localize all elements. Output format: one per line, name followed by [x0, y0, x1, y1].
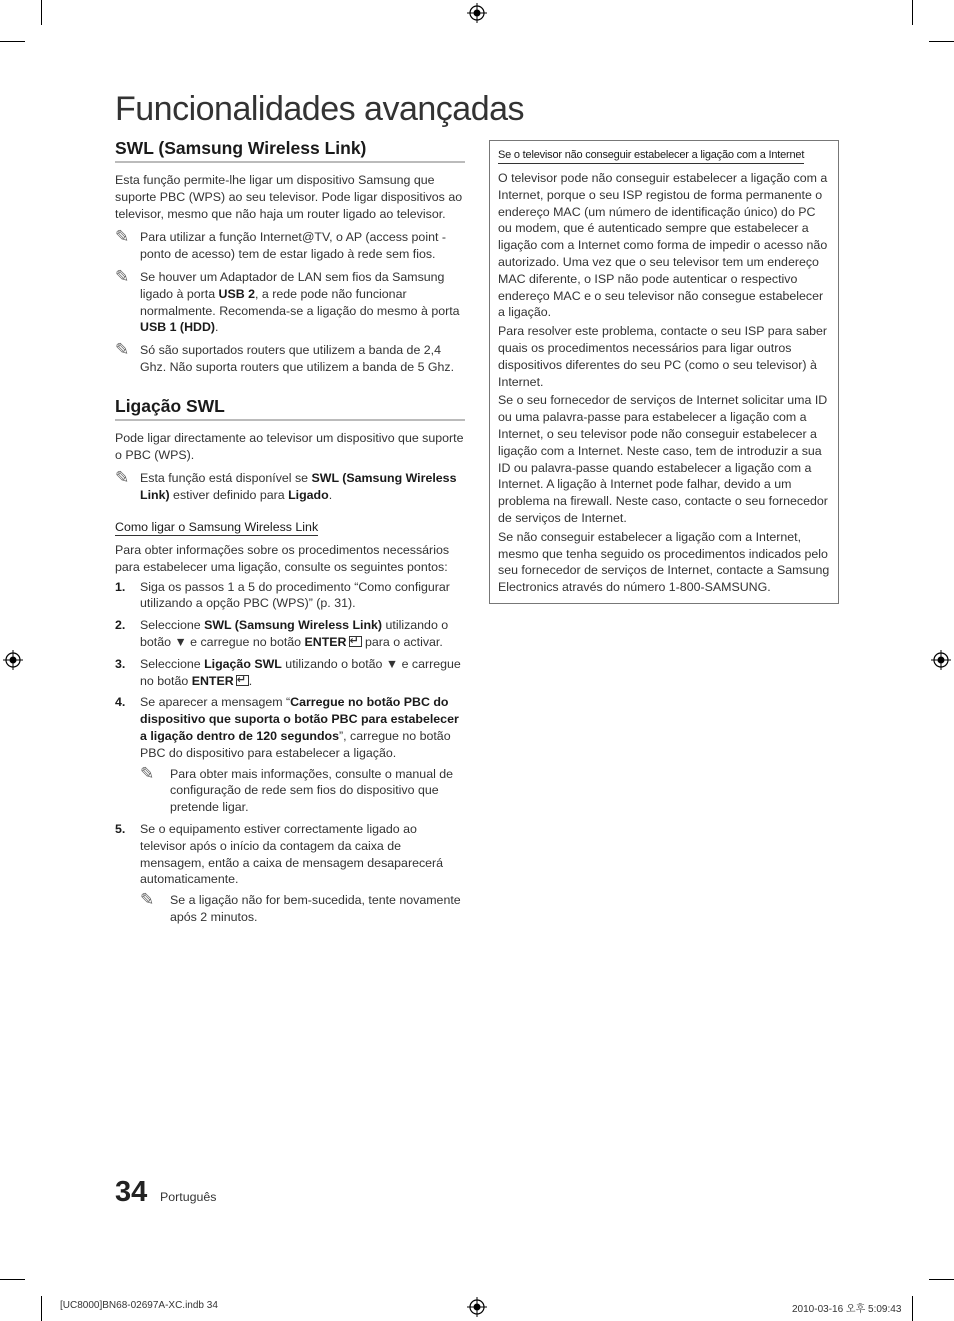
crop-mark: [912, 0, 913, 25]
crop-mark: [929, 1279, 954, 1280]
registration-mark-icon: [931, 650, 951, 670]
registration-mark-icon: [467, 3, 487, 23]
box-heading: Se o televisor não conseguir estabelecer a ligação com a Internet: [498, 149, 804, 164]
step-4: 4. Se aparecer a mensagem “Carregue no botão PBC do dispositivo que suporta o botão PBC para estabelecer a ligação dentro de 120 segundos”, carregue no botão PBC do dispositivo para estabelecer a ligação. ✎ Para obter mais informações, consulte o manual de configuração de rede sem fios do dispositivo que pretende ligar.: [115, 694, 465, 816]
note-internet-tv: ✎ Para utilizar a função Internet@TV, o AP (access point - ponto de acesso) tem de estar ligado à rede sem fios.: [115, 227, 446, 262]
page-language: Português: [160, 1190, 217, 1204]
left-column: [115, 138, 465, 931]
registration-mark-icon: [3, 650, 23, 670]
ligacao-intro: Pode ligar directamente ao televisor um dispositivo que suporte o PBC (WPS).: [115, 430, 464, 462]
crop-mark: [0, 1279, 25, 1280]
note-pencil-icon: ✎: [140, 763, 155, 783]
section-heading-ligacao: Ligação SWL: [115, 396, 465, 421]
crop-mark: [912, 1296, 913, 1321]
crop-mark: [41, 1296, 42, 1321]
note-pencil-icon: ✎: [140, 890, 155, 910]
note-pencil-icon: ✎: [115, 340, 130, 360]
box-paragraph: Se não conseguir estabelecer a ligação com a Internet, mesmo que tenha seguido os procedimentos indicados pelo seu fornecedor de serviços de Internet, contacte a Samsung Electronics através do número 1-800-SAMSUNG.: [498, 529, 830, 595]
section-heading-swl: SWL (Samsung Wireless Link): [115, 138, 465, 163]
enter-key-icon: [349, 636, 362, 647]
note-pencil-icon: ✎: [115, 468, 130, 488]
swl-intro: Esta função permite-lhe ligar um dispositivo Samsung que suporte PBC (WPS) ao seu televisor. Pode ligar dispositivos ao televisor, mesmo que não haja um router ligado ao televisor.: [115, 173, 463, 221]
subheading-how-to-connect: Como ligar o Samsung Wireless Link: [115, 519, 319, 534]
page-number: 34: [115, 1176, 148, 1208]
crop-mark: [0, 41, 25, 42]
crop-mark: [929, 41, 954, 42]
registration-mark-icon: [467, 1297, 487, 1317]
note-pencil-icon: ✎: [115, 266, 130, 286]
step-5-note: ✎ Se a ligação não for bem-sucedida, tente novamente após 2 minutos.: [140, 890, 461, 924]
note-availability: ✎ Esta função está disponível se SWL (Samsung Wireless Link) estiver definido para Ligado.: [115, 468, 457, 503]
page-title: Funcionalidades avançadas: [115, 90, 525, 128]
note-pencil-icon: ✎: [115, 227, 130, 247]
step-3: 3. Seleccione Ligação SWL utilizando o botão ▼ e carregue no botão ENTER↵ .: [115, 656, 465, 690]
how-to-intro: Para obter informações sobre os procedimentos necessários para estabelecer uma ligação, consulte os seguintes pontos:: [115, 542, 450, 574]
note-lan-adapter: ✎ Se houver um Adaptador de LAN sem fios da Samsung ligado à porta USB 2, a rede pode não funcionar normalmente. Recomenda-se a ligação do mesmo à porta USB 1 (HDD).: [115, 266, 460, 335]
step-4-note: ✎ Para obter mais informações, consulte o manual de configuração de rede sem fios do dispositivo que pretende ligar.: [140, 763, 454, 815]
box-paragraph: Para resolver este problema, contacte o seu ISP para saber quais os procedimentos necessários para ligar outros dispositivos diferentes do seu PC (como o seu televisor) à Internet.: [498, 324, 827, 389]
enter-key-icon: [236, 675, 249, 686]
print-slug-timestamp: 2010-03-16 오후 5:09:43: [792, 1304, 902, 1315]
box-paragraph: O televisor pode não conseguir estabelecer a ligação com a Internet, porque o seu ISP registou de forma permanente o endereço MAC (um número de identificação único) do PC ou modem, que é autenticado sempre que estabelecer a ligação com a Internet como forma de impedir o acesso não autorizado. Uma vez que o seu televisor tem um endereço MAC diferente, o ISP não pode autenticar o respectivo endereço MAC e o seu televisor não consegue estabelecer a ligação.: [498, 171, 828, 320]
step-2: 2. Seleccione SWL (Samsung Wireless Link) utilizando o botão ▼ e carregue no botão ENTER↵ para o activar.: [115, 617, 465, 651]
step-1: 1. Siga os passos 1 a 5 do procedimento “Como configurar utilizando a opção PBC (WPS)” (p. 31).: [115, 579, 450, 611]
print-slug-file: [UC8000]BN68-02697A-XC.indb 34: [60, 1300, 218, 1311]
step-5: 5. Se o equipamento estiver correctamente ligado ao televisor após o início da contagem da caixa de mensagem, então a caixa de mensagem desaparecerá automaticamente. ✎ Se a ligação não for bem-sucedida, tente novamente após 2 minutos.: [115, 821, 465, 926]
note-band: ✎ Só são suportados routers que utilizem a banda de 2,4 Ghz. Não suporta routers que utilizem a banda de 5 Ghz.: [115, 340, 455, 374]
box-paragraph: Se o seu fornecedor de serviços de Internet solicitar uma ID ou uma palavra-passe para estabelecer a ligação com a Internet, o seu televisor pode não conseguir estabelecer a ligação com a Internet. Neste caso, tem de introduzir a sua ID ou palavra-passe quando estabelecer a ligação com a Internet. A ligação à Internet pode falhar, devido a um problema na firewall. Neste caso, contacte o seu fornecedor de serviços de Internet.: [498, 393, 828, 525]
internet-troubleshooting-box: [489, 140, 839, 604]
crop-mark: [41, 0, 42, 25]
